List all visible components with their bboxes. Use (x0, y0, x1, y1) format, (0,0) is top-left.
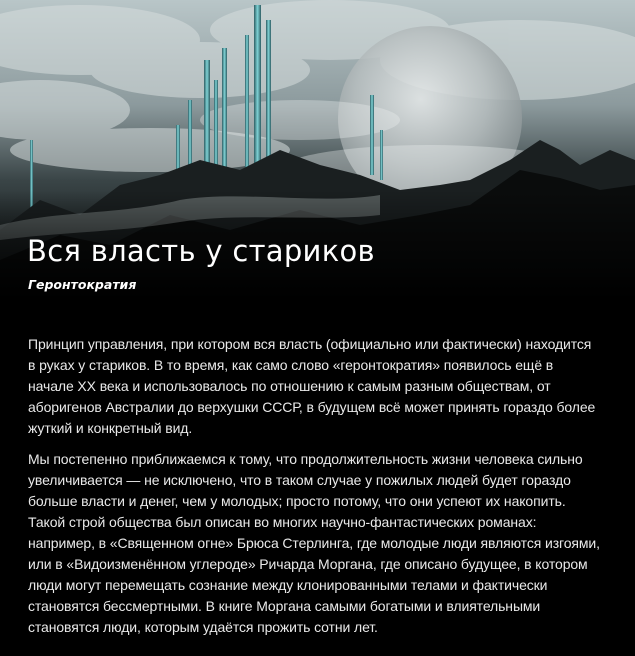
paragraph (28, 334, 610, 439)
paragraph-line: начале XX века и использовалось по отношению к самым разным обществам, от (28, 378, 551, 394)
paragraph-line: например, в «Священном огне» Брюса Стерлинга, где молодые люди являются изгоями, (28, 535, 600, 551)
paragraph-line: больше власти и денег, чем у молодых; просто потому, что они успеют их накопить. (28, 493, 566, 509)
paragraph-line: Мы постепенно приближаемся к тому, что продолжительность жизни человека сильно (28, 451, 583, 467)
paragraph-line: становятся люди, которым удаётся прожить сотни лет. (28, 619, 378, 635)
paragraph-line: или в «Видоизменённом углероде» Ричарда Моргана, где описано будущее, в котором (28, 556, 588, 572)
article-subtitle: Геронтократия (28, 277, 137, 292)
paragraph-line: в руках у стариков. В то время, как само слово «геронтократия» появилось ещё в (28, 357, 554, 373)
paragraph-line: люди могут перемещать сознание между клонированными телами и фактически (28, 577, 548, 593)
paragraph (28, 449, 610, 638)
paragraph-line: становятся бессмертными. В книге Моргана самыми богатыми и влиятельными (28, 598, 541, 614)
paragraph-line: Принцип управления, при котором вся власть (официально или фактически) находится (28, 336, 592, 352)
paragraph-line: Такой строй общества был описан во многих научно-фантастических романах: (28, 514, 537, 530)
paragraph-line: жуткий и конкретный вид. (28, 420, 193, 436)
paragraph-line: аборигенов Австралии до верхушки СССР, в будущем всё может принять гораздо более (28, 399, 596, 415)
article-title: Вся власть у стариков (27, 234, 375, 268)
paragraph-line: увеличивается — не исключено, что в таком случае у пожилых людей будет гораздо (28, 472, 571, 488)
article-body (28, 334, 610, 638)
